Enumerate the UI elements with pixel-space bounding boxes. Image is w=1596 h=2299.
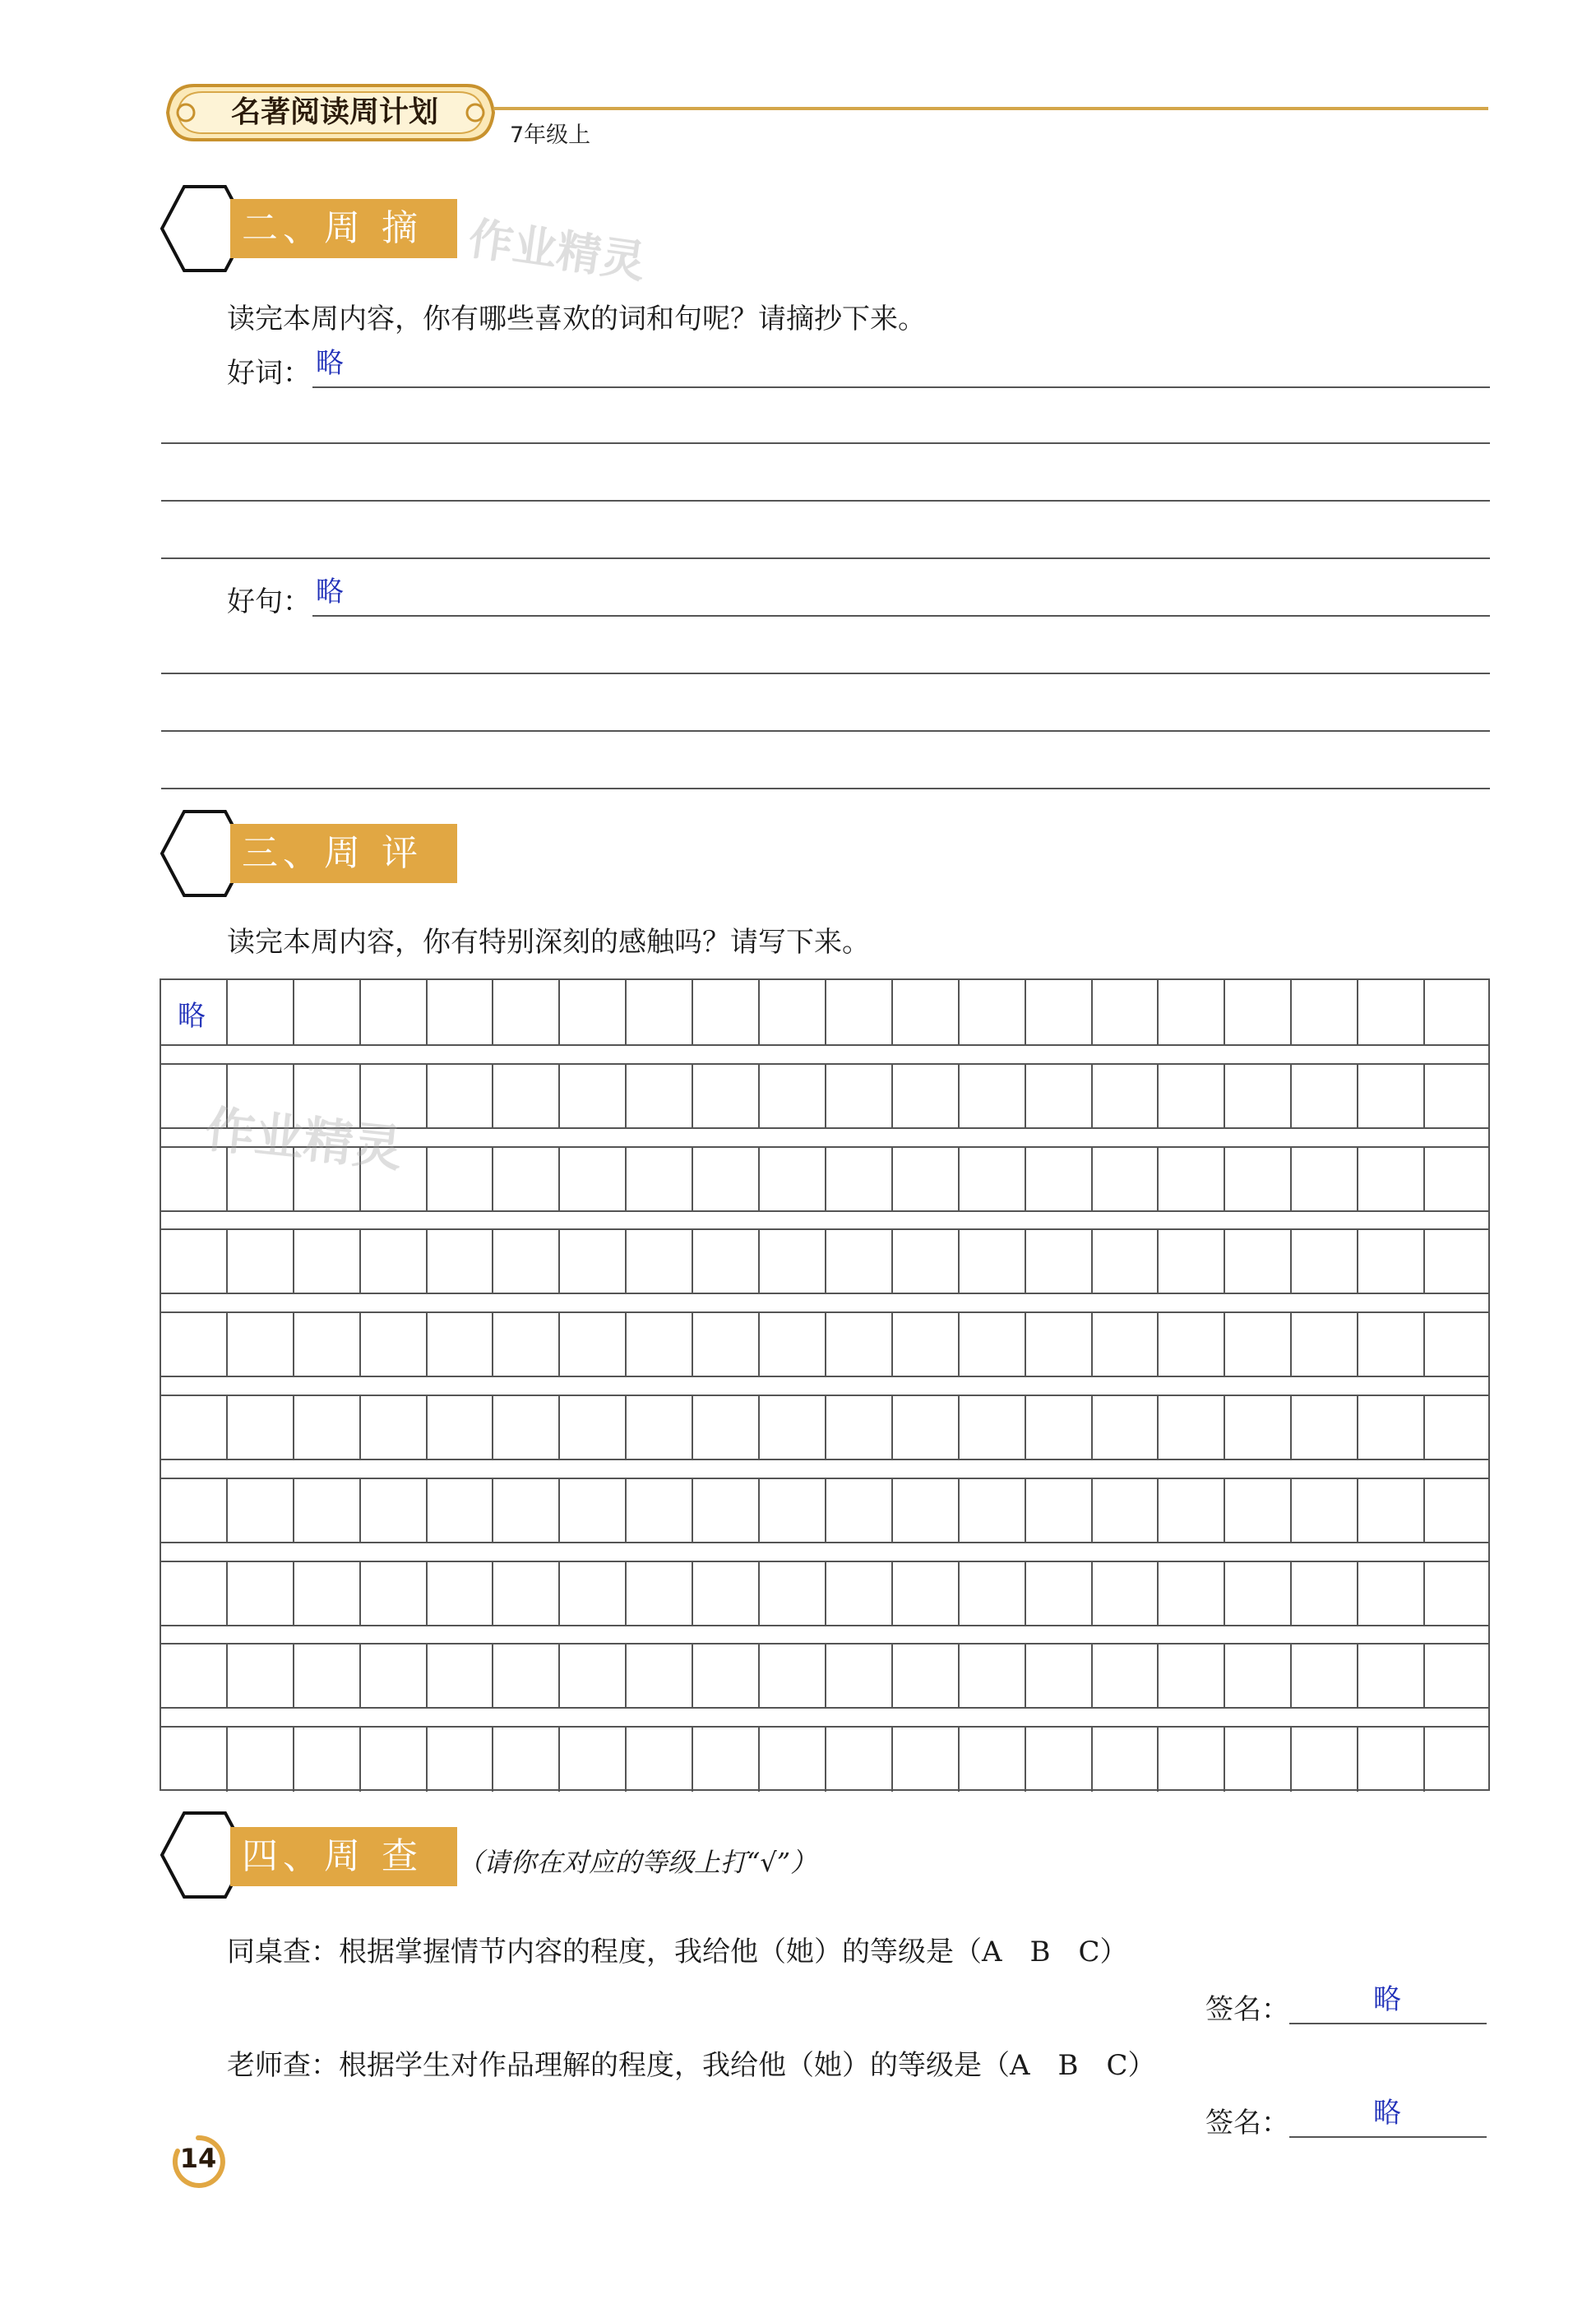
grid-cell[interactable] xyxy=(1159,980,1226,1046)
grid-cell[interactable] xyxy=(428,1063,494,1129)
grid-cell[interactable] xyxy=(428,1311,494,1377)
grid-cell[interactable] xyxy=(428,1228,494,1294)
section-title-check: 四、周 查 xyxy=(230,1827,457,1886)
grid-cell[interactable] xyxy=(693,1478,760,1543)
grid-cell[interactable] xyxy=(494,1726,561,1792)
grid-cell[interactable] xyxy=(428,1726,494,1792)
grid-cell[interactable] xyxy=(1292,1478,1358,1543)
digest-instruction: 读完本周内容，你有哪些喜欢的词和句呢？请摘抄下来。 xyxy=(227,303,926,335)
grid-cell[interactable] xyxy=(428,980,494,1046)
signature-line[interactable] xyxy=(1289,2136,1487,2138)
grid-cell[interactable] xyxy=(560,1228,627,1294)
grid-cell[interactable] xyxy=(1225,1146,1292,1212)
grid-cell[interactable] xyxy=(560,1478,627,1543)
grid-cell[interactable] xyxy=(494,1643,561,1709)
good-words-line[interactable] xyxy=(312,386,1490,388)
check-note: （请你在对应的等级上打“√”） xyxy=(457,1847,817,1878)
grid-cell[interactable] xyxy=(560,1063,627,1129)
grid-cell[interactable] xyxy=(1026,1478,1093,1543)
grid-cell[interactable] xyxy=(161,1311,228,1377)
grid-cell[interactable] xyxy=(560,1146,627,1212)
grade-label: 7年级上 xyxy=(510,123,591,148)
grid-cell[interactable] xyxy=(1225,1478,1292,1543)
grid-cell[interactable] xyxy=(1292,1561,1358,1626)
grid-row xyxy=(161,1643,1488,1709)
grid-cell[interactable] xyxy=(294,1228,361,1294)
writing-line[interactable] xyxy=(161,442,1490,444)
grid-cell[interactable] xyxy=(1026,1561,1093,1626)
grid-cell[interactable] xyxy=(1159,1146,1226,1212)
grid-cell[interactable] xyxy=(1026,1395,1093,1460)
grid-cell[interactable] xyxy=(693,1311,760,1377)
grid-cell[interactable] xyxy=(627,1311,693,1377)
grid-cell[interactable] xyxy=(361,1726,428,1792)
grid-cell[interactable] xyxy=(1159,1478,1226,1543)
grid-cell[interactable] xyxy=(494,1561,561,1626)
grid-cell[interactable] xyxy=(560,1395,627,1460)
grid-cell[interactable] xyxy=(760,1311,826,1377)
grid-cell[interactable] xyxy=(1292,1228,1358,1294)
grid-cell[interactable] xyxy=(960,1395,1026,1460)
grid-answer: 略 xyxy=(178,1000,206,1033)
grid-cell[interactable] xyxy=(893,1395,960,1460)
grid-cell[interactable] xyxy=(228,1228,294,1294)
good-sentences-answer: 略 xyxy=(316,576,344,608)
grid-cell[interactable] xyxy=(1093,1561,1159,1626)
grid-cell[interactable] xyxy=(294,1561,361,1626)
grid-cell[interactable] xyxy=(960,1228,1026,1294)
grid-cell[interactable] xyxy=(161,1478,228,1543)
grid-cell[interactable] xyxy=(826,1228,893,1294)
grid-cell[interactable] xyxy=(494,1478,561,1543)
grid-cell[interactable] xyxy=(1292,1146,1358,1212)
grid-cell[interactable] xyxy=(294,1643,361,1709)
signature-label: 签名： xyxy=(1205,2107,1289,2139)
signature-label: 签名： xyxy=(1205,1993,1289,2026)
grid-cell[interactable] xyxy=(826,980,893,1046)
page-number: 14 xyxy=(179,2143,217,2174)
grid-cell[interactable] xyxy=(1358,1395,1425,1460)
grid-cell[interactable] xyxy=(1225,980,1292,1046)
grid-cell[interactable] xyxy=(1292,980,1358,1046)
grid-cell[interactable] xyxy=(760,1478,826,1543)
good-sentences-label: 好句： xyxy=(227,585,311,618)
grid-cell[interactable] xyxy=(826,1395,893,1460)
grid-cell[interactable] xyxy=(960,1561,1026,1626)
grid-cell[interactable] xyxy=(1093,1311,1159,1377)
grid-cell[interactable] xyxy=(1093,1228,1159,1294)
grid-cell[interactable] xyxy=(361,1561,428,1626)
grid-row-bottom-line xyxy=(161,1293,1488,1294)
grid-row-bottom-line xyxy=(161,1542,1488,1543)
grid-cell[interactable] xyxy=(760,1063,826,1129)
section-title-digest: 二、周 摘 xyxy=(230,199,457,258)
grid-row xyxy=(161,1478,1488,1543)
grid-cell[interactable] xyxy=(1093,1478,1159,1543)
grid-cell[interactable] xyxy=(893,1478,960,1543)
grid-cell[interactable] xyxy=(1225,1726,1292,1792)
grid-cell[interactable] xyxy=(1292,1726,1358,1792)
grid-cell[interactable] xyxy=(1159,1561,1226,1626)
grid-row xyxy=(161,1228,1488,1294)
grid-cell[interactable] xyxy=(960,1478,1026,1543)
grid-cell[interactable] xyxy=(627,1146,693,1212)
grid-cell[interactable] xyxy=(1159,1726,1226,1792)
grid-cell[interactable] xyxy=(1225,1395,1292,1460)
grid-cell[interactable] xyxy=(1159,1311,1226,1377)
grid-cell[interactable] xyxy=(228,1311,294,1377)
grid-cell[interactable] xyxy=(560,980,627,1046)
grid-cell[interactable] xyxy=(494,1311,561,1377)
grid-cell[interactable] xyxy=(693,1063,760,1129)
grid-row-bottom-line xyxy=(161,1210,1488,1212)
grid-cell[interactable] xyxy=(1358,1311,1425,1377)
grid-cell[interactable] xyxy=(826,1146,893,1212)
grid-cell[interactable] xyxy=(627,1478,693,1543)
grid-cell[interactable] xyxy=(960,1146,1026,1212)
grid-row-bottom-line xyxy=(161,1376,1488,1377)
grid-cell[interactable] xyxy=(826,1643,893,1709)
grid-cell[interactable] xyxy=(161,1561,228,1626)
grid-cell[interactable] xyxy=(1026,1643,1093,1709)
grid-cell[interactable] xyxy=(428,1478,494,1543)
grid-cell[interactable] xyxy=(228,1643,294,1709)
grid-cell[interactable] xyxy=(893,1561,960,1626)
grid-cell[interactable] xyxy=(627,1063,693,1129)
grid-row xyxy=(161,1726,1488,1792)
grid-cell[interactable] xyxy=(693,1228,760,1294)
grid-cell[interactable] xyxy=(627,1395,693,1460)
grid-cell[interactable] xyxy=(161,1643,228,1709)
grid-row-bottom-line xyxy=(161,1625,1488,1626)
grid-cell[interactable] xyxy=(693,1146,760,1212)
grid-cell[interactable] xyxy=(228,980,294,1046)
grid-cell[interactable] xyxy=(693,980,760,1046)
grid-row-bottom-line xyxy=(161,1044,1488,1046)
grid-cell[interactable] xyxy=(361,1395,428,1460)
grid-cell[interactable] xyxy=(826,1478,893,1543)
grid-cell[interactable] xyxy=(1159,1643,1226,1709)
grid-cell[interactable] xyxy=(494,1063,561,1129)
grid-cell[interactable] xyxy=(361,980,428,1046)
grid-cell[interactable] xyxy=(1358,980,1425,1046)
grid-cell[interactable] xyxy=(494,1228,561,1294)
grid-cell[interactable] xyxy=(1093,1063,1159,1129)
grid-cell[interactable] xyxy=(627,980,693,1046)
grid-cell[interactable] xyxy=(428,1643,494,1709)
grid-cell[interactable] xyxy=(960,980,1026,1046)
grid-row xyxy=(161,980,1488,1046)
grid-cell[interactable] xyxy=(627,1561,693,1626)
grid-cell[interactable] xyxy=(826,1063,893,1129)
section-title-review: 三、周 评 xyxy=(230,824,457,883)
grid-cell[interactable] xyxy=(560,1643,627,1709)
grid-cell[interactable] xyxy=(1159,1395,1226,1460)
good-words-answer: 略 xyxy=(316,347,344,380)
grid-cell[interactable] xyxy=(826,1726,893,1792)
grid-cell[interactable] xyxy=(893,1146,960,1212)
grid-cell[interactable] xyxy=(161,1228,228,1294)
watermark: 作业精灵 xyxy=(202,1100,405,1179)
grid-cell[interactable] xyxy=(1093,1395,1159,1460)
grid-cell[interactable] xyxy=(361,1228,428,1294)
book-title: 名著阅读周计划 xyxy=(230,95,438,129)
grid-cell[interactable] xyxy=(760,980,826,1046)
grid-cell[interactable] xyxy=(361,1311,428,1377)
desk-check-text: 同桌查：根据掌握情节内容的程度，我给他（她）的等级是（A B C） xyxy=(227,1936,1128,1968)
grid-cell[interactable] xyxy=(494,1395,561,1460)
grid-cell[interactable] xyxy=(1358,1561,1425,1626)
grid-cell[interactable] xyxy=(1225,1063,1292,1129)
grid-cell[interactable] xyxy=(826,1311,893,1377)
grid-cell[interactable] xyxy=(361,1478,428,1543)
grid-cell[interactable] xyxy=(627,1643,693,1709)
grid-row xyxy=(161,1311,1488,1377)
writing-line[interactable] xyxy=(161,557,1490,559)
grid-cell[interactable] xyxy=(760,1726,826,1792)
signature-answer: 略 xyxy=(1373,1983,1401,2016)
grid-cell[interactable] xyxy=(960,1311,1026,1377)
writing-line[interactable] xyxy=(161,730,1490,732)
grid-cell[interactable] xyxy=(760,1561,826,1626)
grid-cell[interactable] xyxy=(1358,1643,1425,1709)
writing-grid[interactable] xyxy=(160,978,1490,1791)
grid-cell[interactable] xyxy=(1358,1063,1425,1129)
grid-cell[interactable] xyxy=(294,1395,361,1460)
good-words-label: 好词： xyxy=(227,357,311,390)
grid-cell[interactable] xyxy=(228,1726,294,1792)
grid-cell[interactable] xyxy=(1026,1228,1093,1294)
signature-line[interactable] xyxy=(1289,2023,1487,2024)
grid-cell[interactable] xyxy=(627,1726,693,1792)
signature-answer: 略 xyxy=(1373,2097,1401,2130)
grid-cell[interactable] xyxy=(1292,1643,1358,1709)
grid-cell[interactable] xyxy=(960,1726,1026,1792)
grid-cell[interactable] xyxy=(760,1146,826,1212)
grid-cell[interactable] xyxy=(760,1228,826,1294)
grid-cell[interactable] xyxy=(1292,1311,1358,1377)
grid-cell[interactable] xyxy=(1093,980,1159,1046)
grid-cell[interactable] xyxy=(428,1146,494,1212)
grid-cell[interactable] xyxy=(1159,1063,1226,1129)
grid-cell[interactable] xyxy=(1358,1146,1425,1212)
grid-cell[interactable] xyxy=(1358,1478,1425,1543)
grid-cell[interactable] xyxy=(294,1478,361,1543)
grid-cell[interactable] xyxy=(960,1063,1026,1129)
grid-cell[interactable] xyxy=(560,1726,627,1792)
grid-cell[interactable] xyxy=(1225,1311,1292,1377)
writing-line[interactable] xyxy=(161,788,1490,789)
grid-cell[interactable] xyxy=(161,1726,228,1792)
writing-line[interactable] xyxy=(161,673,1490,674)
grid-cell[interactable] xyxy=(893,1643,960,1709)
grid-cell[interactable] xyxy=(1292,1063,1358,1129)
grid-cell[interactable] xyxy=(1159,1228,1226,1294)
grid-cell[interactable] xyxy=(494,1146,561,1212)
grid-row xyxy=(161,1561,1488,1626)
grid-cell[interactable] xyxy=(893,1311,960,1377)
grid-cell[interactable] xyxy=(893,1063,960,1129)
grid-cell[interactable] xyxy=(627,1228,693,1294)
grid-cell[interactable] xyxy=(1093,1726,1159,1792)
grid-cell[interactable] xyxy=(1026,980,1093,1046)
grid-row-bottom-line xyxy=(161,1459,1488,1460)
grid-cell[interactable] xyxy=(1026,1311,1093,1377)
grid-cell[interactable] xyxy=(893,1726,960,1792)
grid-cell[interactable] xyxy=(428,1561,494,1626)
grid-cell[interactable] xyxy=(560,1311,627,1377)
grid-cell[interactable] xyxy=(693,1726,760,1792)
grid-cell[interactable] xyxy=(1026,1063,1093,1129)
grid-cell[interactable] xyxy=(1225,1228,1292,1294)
grid-cell[interactable] xyxy=(693,1561,760,1626)
grid-cell[interactable] xyxy=(294,1311,361,1377)
teacher-check-text: 老师查：根据学生对作品理解的程度，我给他（她）的等级是（A B C） xyxy=(227,2049,1156,2082)
grid-row xyxy=(161,1395,1488,1460)
grid-cell[interactable] xyxy=(294,1726,361,1792)
grid-cell[interactable] xyxy=(1026,1726,1093,1792)
grid-cell[interactable] xyxy=(960,1643,1026,1709)
grid-cell[interactable] xyxy=(760,1395,826,1460)
grid-cell[interactable] xyxy=(1225,1561,1292,1626)
grid-cell[interactable] xyxy=(228,1395,294,1460)
grid-cell[interactable] xyxy=(228,1478,294,1543)
grid-cell[interactable] xyxy=(693,1395,760,1460)
grid-cell[interactable] xyxy=(1225,1643,1292,1709)
grid-cell[interactable] xyxy=(893,1228,960,1294)
grid-row-bottom-line xyxy=(161,1707,1488,1709)
grid-cell[interactable] xyxy=(1093,1643,1159,1709)
review-instruction: 读完本周内容，你有特别深刻的感触吗？请写下来。 xyxy=(227,926,870,959)
grid-cell[interactable] xyxy=(1358,1726,1425,1792)
grid-cell[interactable] xyxy=(494,980,561,1046)
grid-cell[interactable] xyxy=(760,1643,826,1709)
grid-cell[interactable] xyxy=(361,1643,428,1709)
grid-cell[interactable] xyxy=(1026,1146,1093,1212)
grid-cell[interactable] xyxy=(693,1643,760,1709)
grid-cell[interactable] xyxy=(826,1561,893,1626)
grid-cell[interactable] xyxy=(560,1561,627,1626)
grid-cell[interactable] xyxy=(1093,1146,1159,1212)
header-rule xyxy=(493,107,1488,110)
grid-cell[interactable] xyxy=(1358,1228,1425,1294)
grid-cell[interactable] xyxy=(893,980,960,1046)
grid-cell[interactable] xyxy=(161,1395,228,1460)
grid-cell[interactable] xyxy=(428,1395,494,1460)
grid-cell[interactable] xyxy=(294,980,361,1046)
grid-cell[interactable] xyxy=(1292,1395,1358,1460)
good-sentences-line[interactable] xyxy=(312,615,1490,617)
writing-line[interactable] xyxy=(161,500,1490,502)
watermark: 作业精灵 xyxy=(465,212,649,289)
grid-cell[interactable] xyxy=(228,1561,294,1626)
